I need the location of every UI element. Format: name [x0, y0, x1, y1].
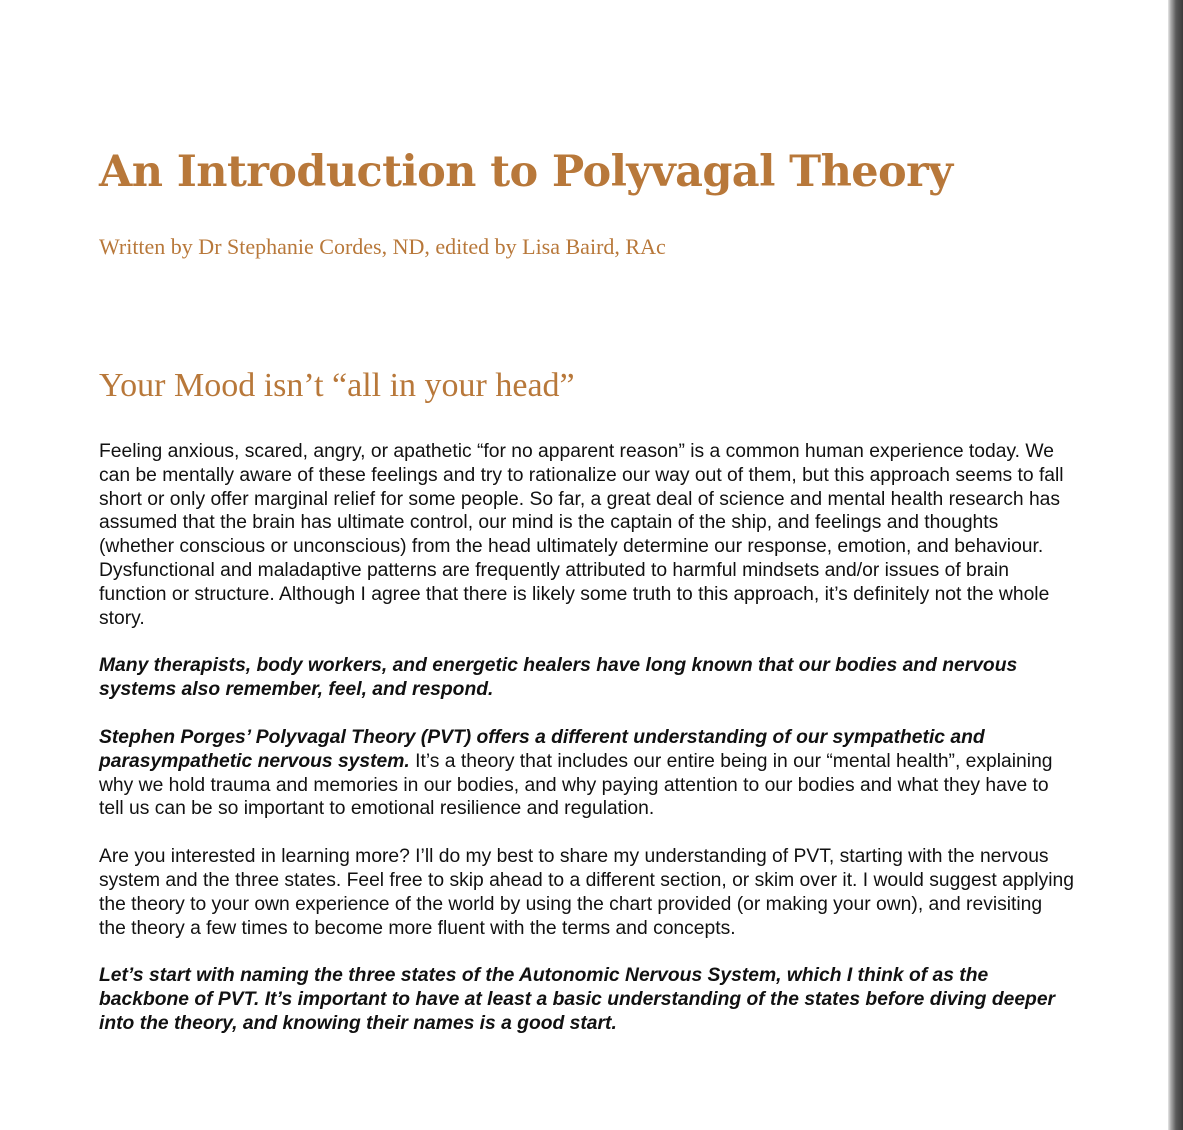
- body-text: [99, 440, 1074, 1060]
- section-heading: Your Mood isn’t “all in your head”: [99, 367, 575, 404]
- paragraph-emphasis: Many therapists, body workers, and energetic healers have long known that our bodies and nervous systems also remember, feel, and respond.: [99, 655, 1018, 701]
- paragraph-intro: Feeling anxious, scared, angry, or apathetic “for no apparent reason” is a common human experience today. We can be mentally aware of these feelings and try to rationalize our way out of them, but this approach seems to fall short or only offer marginal relief for some people. So far, a great deal of science and mental health research has assumed that the brain has ultimate control, our mind is the captain of the ship, and feelings and thoughts (whether conscious or unconscious) from the head ultimately determine our response, emotion, and behaviour. Dysfunctional and maladaptive patterns are frequently attributed to harmful mindsets and/or issues of brain function or structure. Although I agree that there is likely some truth to this approach, it’s definitely not the whole story.: [99, 441, 1064, 629]
- paragraph-three-states: Let’s start with naming the three states of the Autonomic Nervous System, which I think of as the backbone of PVT. It’s important to have at least a basic understanding of the states before diving deeper into the theory, and knowing their names is a good start.: [99, 965, 1056, 1034]
- paragraph-pvt: [99, 726, 1074, 821]
- paragraph-pvt-rest: It’s a theory that includes our entire being in our “mental health”, explaining why we hold trauma and memories in our bodies, and why paying attention to our bodies and what they have to tell us can be so important to emotional resilience and regulation.: [99, 750, 1053, 820]
- page-edge-shadow: [1168, 0, 1183, 1130]
- paragraph-learn-more: Are you interested in learning more? I’ll do my best to share my understanding of PVT, starting with the nervous system and the three states. Feel free to skip ahead to a different section, or skim over it. I would suggest applying the theory to your own experience of the world by using the chart provided (or making your own), and revisiting the theory a few times to become more fluent with the terms and concepts.: [99, 846, 1074, 939]
- document-title: An Introduction to Polyvagal Theory: [99, 147, 953, 197]
- author-byline: Written by Dr Stephanie Cordes, ND, edited by Lisa Baird, RAc: [99, 234, 666, 259]
- paragraph-pvt-lead: Stephen Porges’ Polyvagal Theory (PVT) offers a different understanding of our sympathetic and parasympathetic nervous system.: [99, 726, 985, 772]
